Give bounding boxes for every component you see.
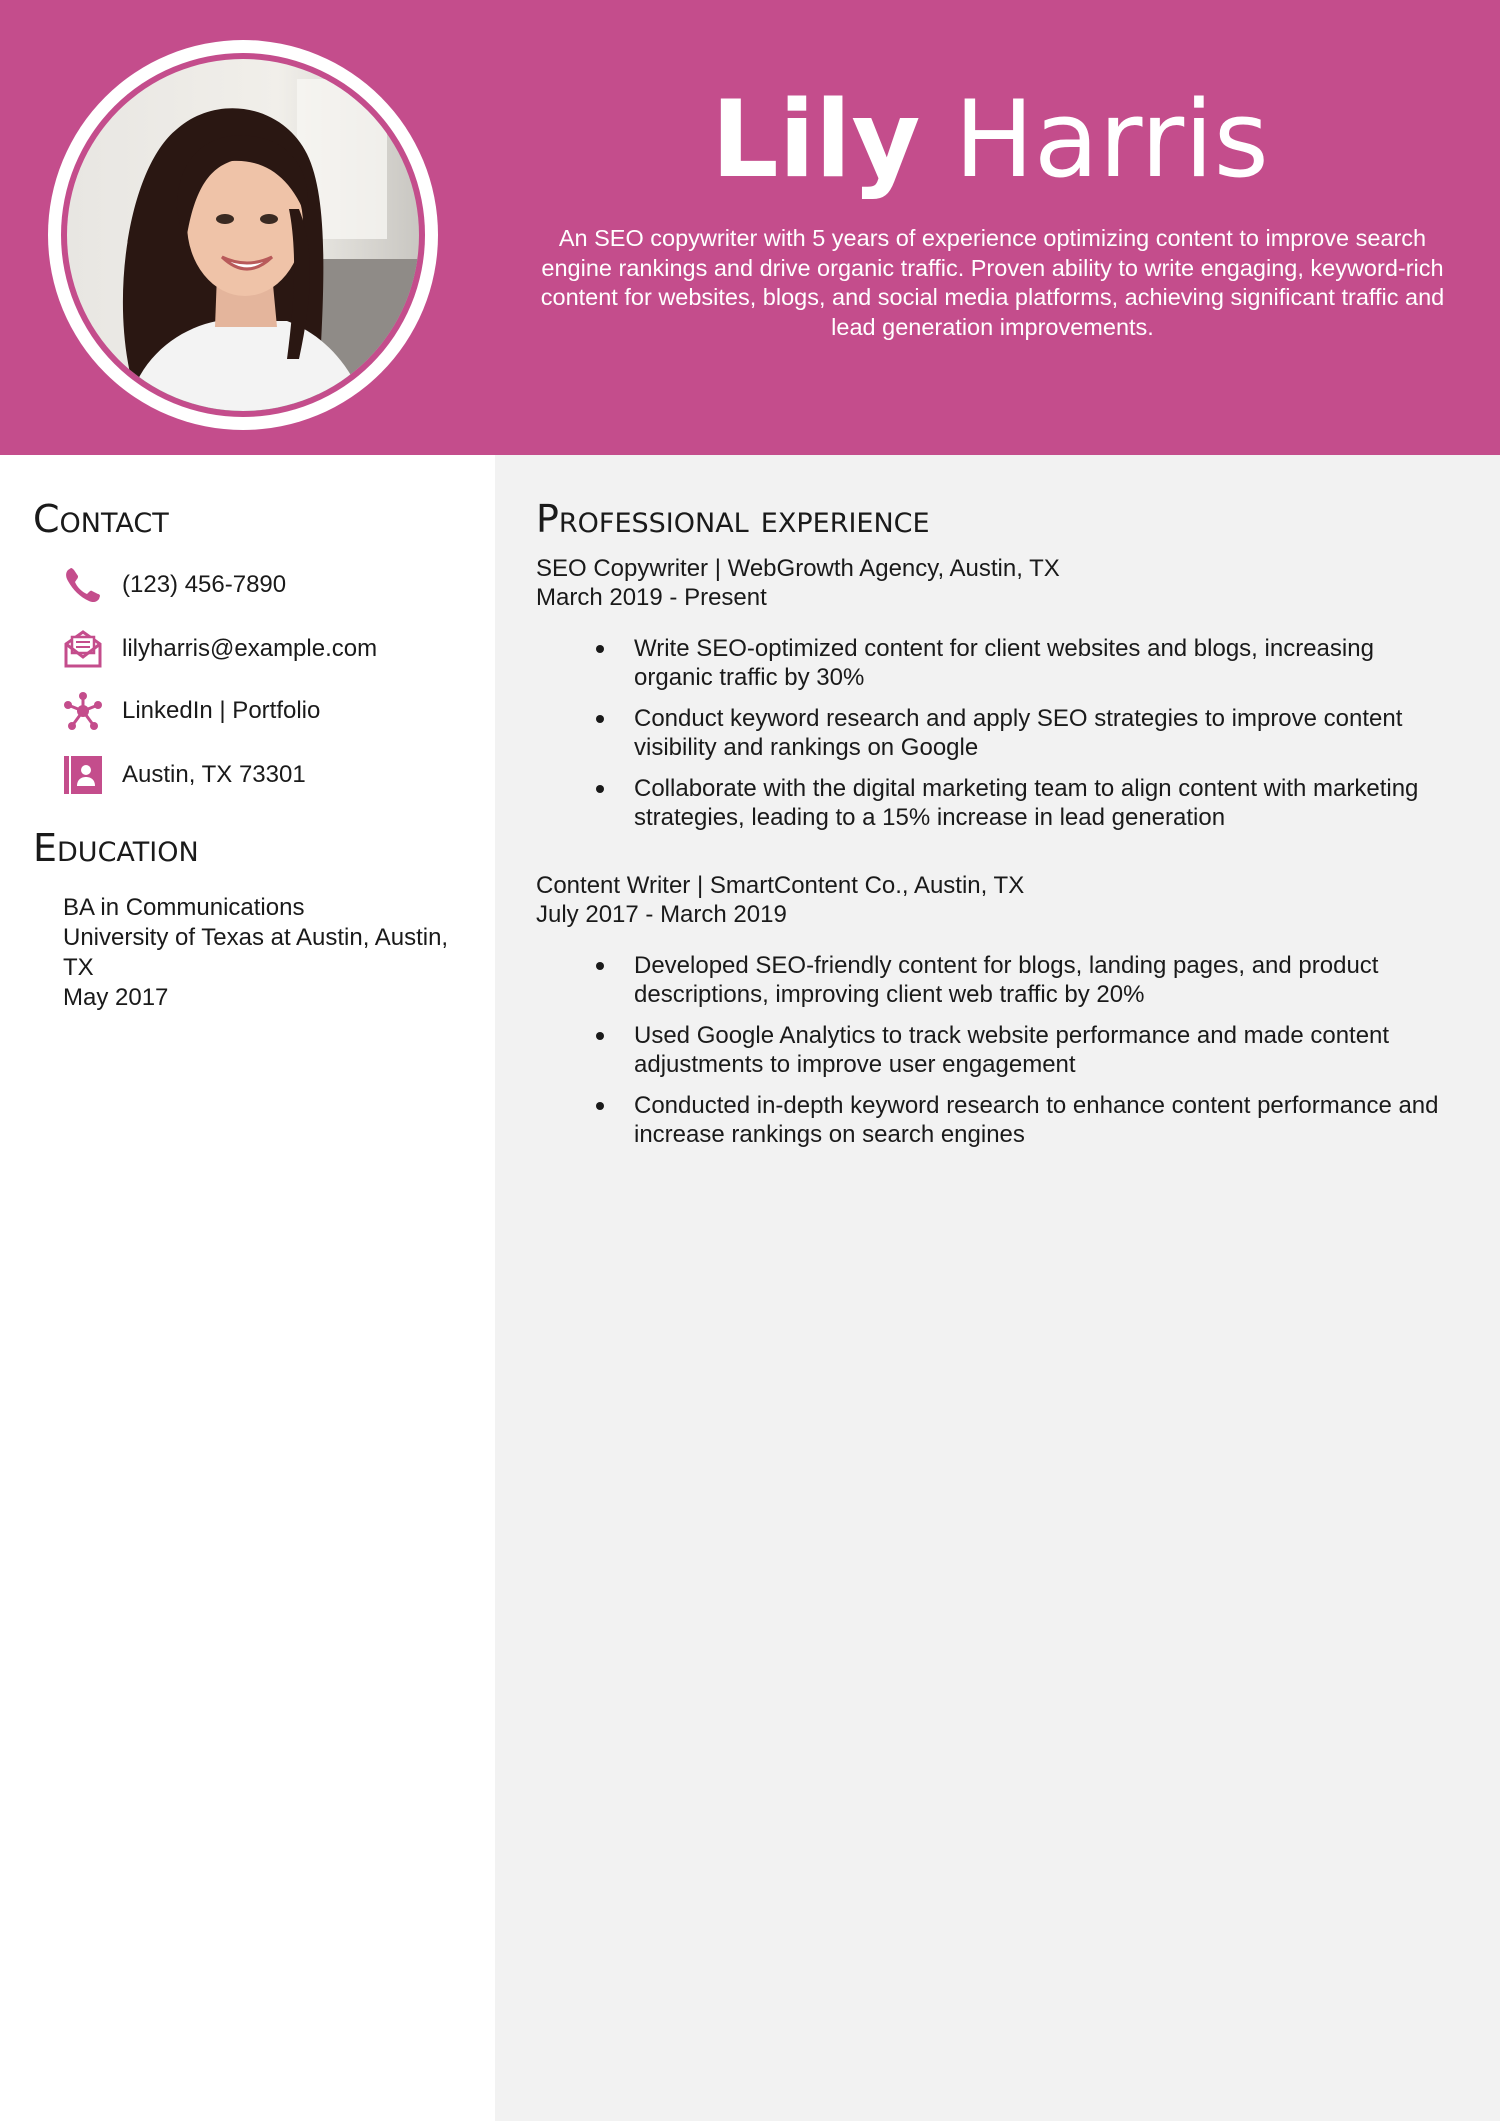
email-icon — [62, 628, 104, 670]
email-text[interactable]: lilyharris@example.com — [122, 635, 378, 662]
experience-heading: Professional experience — [536, 497, 930, 541]
education-entry — [63, 893, 463, 1013]
bullet-dot — [596, 1102, 604, 1110]
job-bullets — [536, 951, 1456, 1161]
education-date: May 2017 — [63, 984, 169, 1011]
job-role: Content Writer | SmartContent Co., Austin, TX — [536, 872, 1025, 899]
phone-text: (123) 456-7890 — [122, 571, 287, 598]
profile-photo-frame — [48, 40, 438, 430]
last-name: Harris — [954, 78, 1269, 201]
network-icon — [62, 690, 104, 732]
education-degree: BA in Communications — [63, 894, 305, 921]
profile-photo — [67, 59, 419, 411]
header-banner — [0, 0, 1500, 455]
links-text[interactable]: LinkedIn | Portfolio — [122, 697, 321, 724]
job-bullet — [536, 634, 1456, 692]
job-bullets — [536, 634, 1456, 844]
contact-heading: Contact — [33, 497, 169, 541]
bullet-text: Conduct keyword research and apply SEO strategies to improve content visibility and rankings on Google — [634, 705, 1403, 761]
bullet-dot — [596, 962, 604, 970]
job-bullet — [536, 1091, 1456, 1149]
bullet-text: Developed SEO-friendly content for blogs, landing pages, and product descriptions, improving client web traffic by 20% — [634, 952, 1379, 1008]
contact-card-icon — [62, 754, 104, 796]
bullet-text: Conducted in-depth keyword research to enhance content performance and increase rankings on search engines — [634, 1092, 1439, 1148]
education-school: University of Texas at Austin, Austin, TX — [63, 924, 449, 981]
profile-summary: An SEO copywriter with 5 years of experience optimizing content to improve search engine rankings and drive organic traffic. Proven ability to write engaging, keyword-rich content for websites, blogs, and social media platforms, achieving significant traffic and lead generation improvements. — [540, 225, 1445, 340]
job-bullet — [536, 1021, 1456, 1079]
bullet-text: Collaborate with the digital marketing team to align content with marketing strategies, leading to a 15% increase in lead generation — [634, 775, 1419, 831]
candidate-name — [540, 80, 1440, 200]
job-bullet — [536, 704, 1456, 762]
job-dates: March 2019 - Present — [536, 584, 767, 611]
education-heading: Education — [33, 826, 199, 870]
phone-icon — [62, 564, 104, 606]
job-entry — [536, 871, 1456, 1148]
bullet-dot — [596, 785, 604, 793]
job-role: SEO Copywriter | WebGrowth Agency, Austin, TX — [536, 555, 1060, 582]
address-text: Austin, TX 73301 — [122, 761, 306, 788]
first-name: Lily — [711, 78, 921, 201]
bullet-dot — [596, 1032, 604, 1040]
bullet-text: Write SEO-optimized content for client websites and blogs, increasing organic traffic by 30% — [634, 635, 1374, 691]
job-entry — [536, 554, 1456, 831]
job-bullet — [536, 774, 1456, 832]
bullet-dot — [596, 715, 604, 723]
bullet-text: Used Google Analytics to track website performance and made content adjustments to improve user engagement — [634, 1022, 1390, 1078]
job-bullet — [536, 951, 1456, 1009]
job-dates: July 2017 - March 2019 — [536, 901, 787, 928]
bullet-dot — [596, 645, 604, 653]
